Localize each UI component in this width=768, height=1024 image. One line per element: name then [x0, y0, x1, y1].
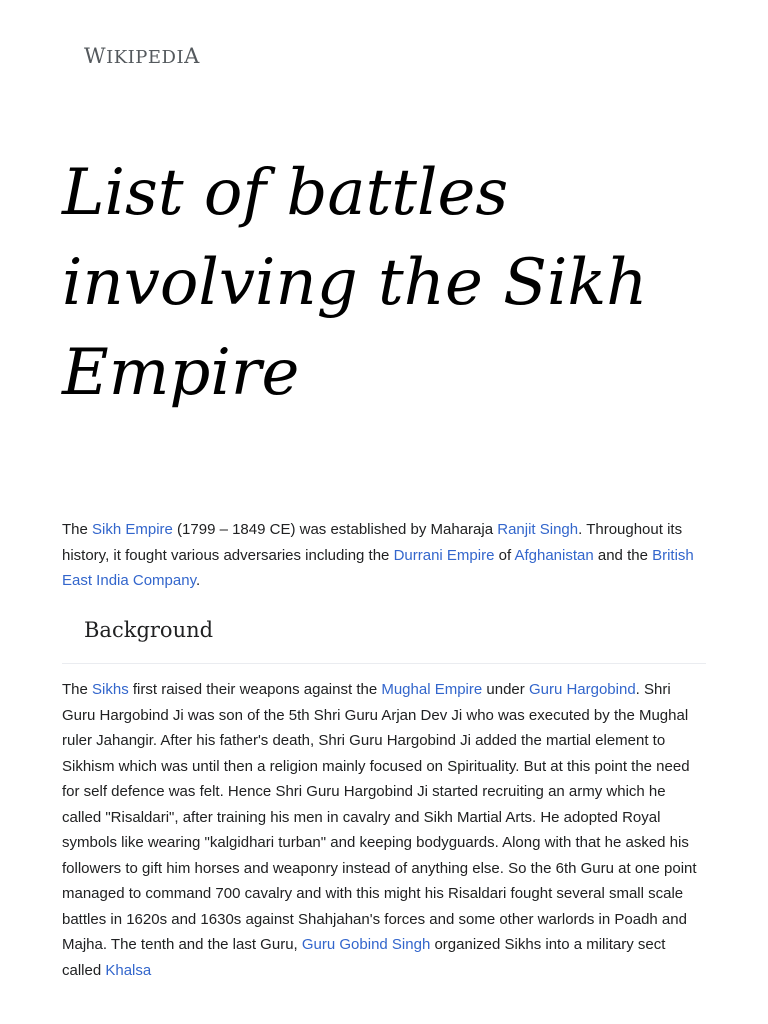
wikipedia-logo[interactable]: [84, 44, 200, 68]
link-durrani-empire[interactable]: Durrani Empire: [393, 546, 495, 564]
intro-text-6: .: [195, 572, 201, 589]
background-text-1: The: [62, 681, 93, 698]
intro-text-3: . Throughout its history, it fought various adversaries including the: [62, 521, 683, 564]
link-british-east-india-company[interactable]: British East India Company: [62, 546, 694, 589]
logo-first-letter: W: [84, 44, 107, 68]
section-heading-background[interactable]: Background: [84, 618, 214, 642]
link-ranjit-singh[interactable]: Ranjit Singh: [497, 521, 579, 538]
intro-text-2: (1799 – 1849 CE) was established by Maharaja: [172, 521, 498, 538]
background-text-3: under: [482, 681, 529, 698]
page-title: List of battles involving the Sikh Empire: [62, 156, 648, 410]
link-afghanistan[interactable]: Afghanistan: [514, 546, 594, 564]
background-text-4: . Shri Guru Hargobind Ji was son of the 5th Shri Guru Arjan Dev Ji who was executed by the Mughal ruler Jahangir. After his father's death, Shri Guru Hargobind Ji added the martial element to Sikhism which was until then a religion mainly focused on Spirituality. But at this point the need for self defence was felt. Hence Shri Guru Hargobind Ji started recruiting an army which he called "Risaldari", after training his men in cavalry and Sikh Martial Arts. He adopted Royal symbols like wearing "kalgidhari turban" and keeping bodyguards. Along with that he asked his followers to gift him horses and weaponry instead of anything else. So the 6th Guru at one point managed to command 700 cavalry and with this might his Risaldari fought several small scale battles in 1620s and 1630s against Shahjahan's forces and some other warlords in Poadh and Majha. The tenth and the last Guru,: [62, 681, 697, 953]
link-sikh-empire[interactable]: Sikh Empire: [92, 521, 173, 538]
intro-text-1: The: [62, 521, 93, 538]
intro-paragraph: [62, 517, 707, 594]
intro-text-5: and the: [593, 546, 653, 564]
background-paragraph: [62, 677, 707, 983]
background-text-5: organized Sikhs into a military sect called: [62, 936, 666, 979]
link-guru-hargobind[interactable]: Guru Hargobind: [528, 681, 636, 698]
link-guru-gobind-singh[interactable]: Guru Gobind Singh: [301, 936, 431, 953]
background-text-2: first raised their weapons against the: [128, 681, 382, 698]
logo-last-letter: A: [184, 44, 200, 68]
link-sikhs[interactable]: Sikhs: [92, 681, 129, 698]
logo-middle-letters: IKIPEDI: [106, 47, 185, 68]
section-divider: [62, 663, 706, 664]
link-mughal-empire[interactable]: Mughal Empire: [381, 681, 483, 698]
link-khalsa[interactable]: Khalsa: [105, 961, 152, 979]
intro-text-4: of: [494, 546, 515, 564]
